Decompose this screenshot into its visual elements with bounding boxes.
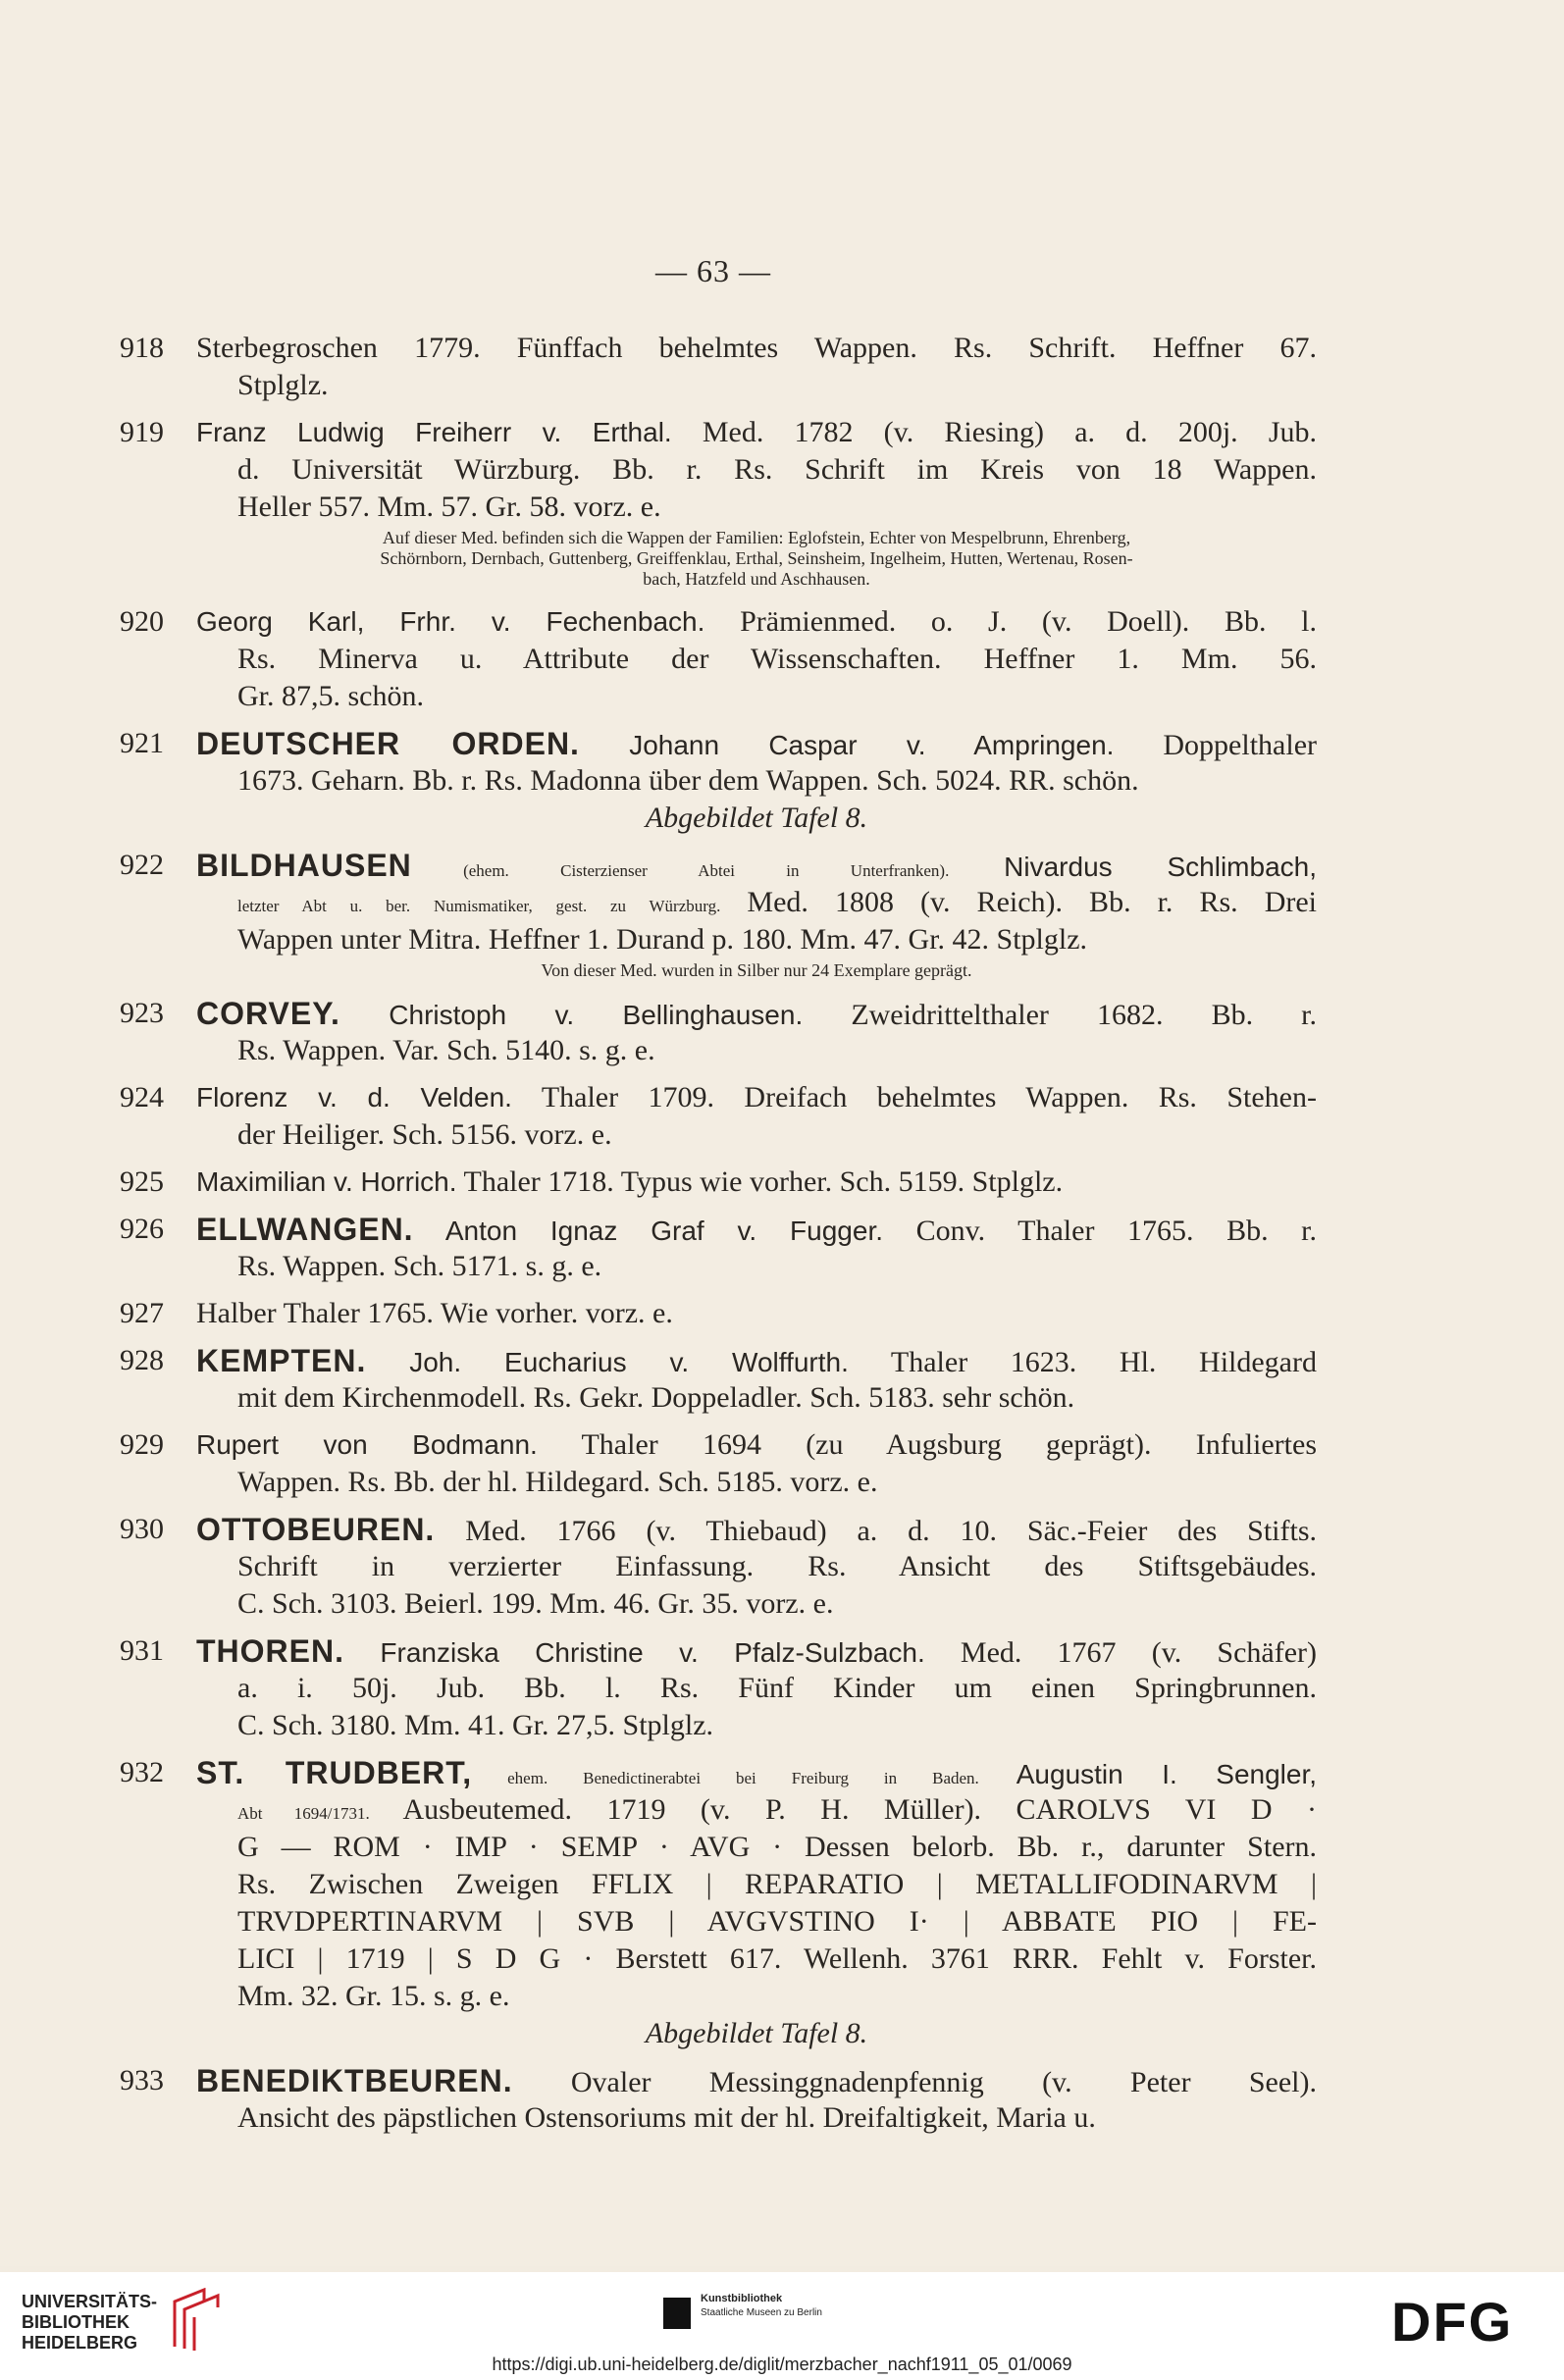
place-heading: DEUTSCHER ORDEN. [196, 726, 580, 761]
person-name: Georg Karl, Frhr. v. Fechenbach. [196, 606, 705, 637]
place-heading: ELLWANGEN. [196, 1212, 414, 1247]
entry-segment: Sterbegroschen 1779. Fünffach behelmtes Wappen. Rs. Schrift. Heffner 67. [196, 332, 1317, 364]
entry-segment: Zweidrittelthaler 1682. Bb. r. [803, 999, 1317, 1031]
entry-line [196, 847, 1317, 884]
entry-segment: Rs. Wappen. Sch. 5171. s. g. e. [237, 1250, 602, 1282]
entry-line [196, 1511, 1317, 1548]
entry-line [196, 1791, 1317, 1829]
entry-text [196, 1164, 1317, 1201]
entry-footnote [196, 526, 1317, 594]
entry-segment: C. Sch. 3103. Beierl. 199. Mm. 46. Gr. 35. vorz. e. [237, 1587, 834, 1620]
entry-segment: Conv. Thaler 1765. Bb. r. [883, 1215, 1317, 1247]
catalog-entry [120, 330, 1317, 404]
entry-spacer [120, 1332, 1317, 1342]
person-name: Nivardus Schlimbach, [949, 852, 1317, 882]
entry-segment: Rs. Zwischen Zweigen FFLIX | REPARATIO | METALLIFODINARVM | [237, 1868, 1317, 1900]
entry-line [196, 884, 1317, 921]
footer-bar [0, 2272, 1564, 2380]
entry-number: 921 [120, 727, 164, 759]
entry-number: 928 [120, 1344, 164, 1376]
entry-line [196, 1829, 1317, 1866]
entry-segment: (ehem. Cisterzienser Abtei in Unterfranken). [411, 861, 950, 880]
entry-spacer [120, 1623, 1317, 1632]
person-name: Augustin I. Sengler, [978, 1759, 1318, 1789]
entry-line [196, 1211, 1317, 1248]
entry-text [196, 603, 1317, 715]
entry-spacer [120, 1417, 1317, 1426]
entry-spacer [120, 1069, 1317, 1079]
person-name: Anton Ignaz Graf v. Fugger. [413, 1216, 884, 1246]
entry-line [196, 641, 1317, 678]
entry-line [196, 1464, 1317, 1501]
catalog-entry [120, 1511, 1317, 1623]
plate-reference: Abgebildet Tafel 8. [645, 2017, 868, 2049]
entry-segment: a. i. 50j. Jub. Bb. l. Rs. Fünf Kinder um einen Springbrunnen. [237, 1672, 1317, 1704]
entry-text [196, 414, 1317, 594]
person-name: Rupert von Bodmann. [196, 1429, 538, 1460]
entry-segment: letzter Abt u. ber. Numismatiker, gest. zu Würzburg. [237, 897, 721, 915]
entry-segment: TRVDPERTINARVM | SVB | AVGVSTINO I· | ABBATE PIO | FE- [237, 1905, 1317, 1938]
catalog-entry [120, 1164, 1317, 1201]
entry-line [196, 1342, 1317, 1379]
entry-segment: Stplglz. [237, 369, 329, 401]
entry-segment: Ovaler Messinggnadenpfennig (v. Peter Seel). [512, 2066, 1317, 2098]
entry-line [196, 451, 1317, 489]
entry-segment: Thaler 1694 (zu Augsburg geprägt). Infuliertes [537, 1428, 1317, 1461]
entry-number: 929 [120, 1428, 164, 1461]
entry-spacer [120, 594, 1317, 603]
person-name: Franziska Christine v. Pfalz-Sulzbach. [344, 1637, 925, 1668]
entry-line [196, 762, 1317, 800]
place-heading: CORVEY. [196, 996, 340, 1031]
place-heading: OTTOBEUREN. [196, 1512, 436, 1547]
entry-segment: der Heiliger. Sch. 5156. vorz. e. [237, 1118, 612, 1151]
entry-line [196, 489, 1317, 526]
person-name: Maximilian v. Horrich. [196, 1166, 457, 1197]
entry-text [196, 1511, 1317, 1623]
entry-spacer [120, 2137, 1317, 2147]
catalog-entry [120, 2062, 1317, 2137]
entry-number: 933 [120, 2064, 164, 2096]
entry-number: 926 [120, 1213, 164, 1245]
place-heading: KEMPTEN. [196, 1343, 367, 1378]
entry-text [196, 1211, 1317, 1285]
uni-logo-line-2: BIBLIOTHEK [22, 2312, 130, 2332]
entry-line [196, 1426, 1317, 1464]
uni-logo-line-1: UNIVERSITÄTS- [22, 2292, 158, 2311]
source-url[interactable]: https://digi.ub.uni-heidelberg.de/diglit/merzbacher_nachf1911_05_01/0069 [492, 2354, 1072, 2374]
entry-text [196, 1426, 1317, 1501]
entry-text [196, 1754, 1317, 2052]
footnote-line: Von dieser Med. wurden in Silber nur 24 Exemplare geprägt. [541, 960, 972, 980]
entry-segment: Halber Thaler 1765. Wie vorher. vorz. e. [196, 1297, 673, 1329]
university-mark-icon [167, 2288, 226, 2353]
entry-segment: Prämienmed. o. J. (v. Doell). Bb. l. [704, 605, 1317, 638]
entry-line [196, 330, 1317, 367]
entry-number: 922 [120, 849, 164, 881]
entry-segment: G — ROM · IMP · SEMP · AVG · Dessen belorb. Bb. r., darunter Stern. [237, 1831, 1317, 1863]
entry-number: 920 [120, 605, 164, 638]
entry-number: 931 [120, 1634, 164, 1667]
entry-spacer [120, 985, 1317, 995]
entry-footnote [196, 958, 1317, 985]
entry-spacer [120, 1744, 1317, 1754]
entry-segment: Med. 1808 (v. Reich). Bb. r. Rs. Drei [720, 886, 1317, 918]
entry-line [196, 1707, 1317, 1744]
entry-number: 919 [120, 416, 164, 448]
entry-line [196, 1585, 1317, 1623]
entry-text [196, 995, 1317, 1069]
entry-line [196, 1940, 1317, 1978]
plate-reference: Abgebildet Tafel 8. [645, 802, 868, 834]
entry-line [196, 1164, 1317, 1201]
entry-segment: Schrift in verzierter Einfassung. Rs. Ansicht des Stiftsgebäudes. [237, 1550, 1317, 1582]
kunstbibliothek-mark-icon [663, 2298, 691, 2329]
entry-segment: Heller 557. Mm. 57. Gr. 58. vorz. e. [237, 491, 661, 523]
entry-line [196, 1032, 1317, 1069]
entry-spacer [120, 1201, 1317, 1211]
entry-number: 924 [120, 1081, 164, 1113]
entry-line [196, 414, 1317, 451]
entry-segment: 1673. Geharn. Bb. r. Rs. Madonna über dem Wappen. Sch. 5024. RR. schön. [237, 764, 1139, 797]
entry-line [196, 1248, 1317, 1285]
entry-number: 927 [120, 1297, 164, 1329]
entry-segment: Mm. 32. Gr. 15. s. g. e. [237, 1980, 510, 2012]
entry-number: 918 [120, 332, 164, 364]
entry-line [196, 1754, 1317, 1791]
entry-segment: Rs. Wappen. Var. Sch. 5140. s. g. e. [237, 1034, 655, 1066]
person-name: Christoph v. Bellinghausen. [339, 1000, 804, 1030]
catalog-entry [120, 1079, 1317, 1154]
entry-segment: Thaler 1623. Hl. Hildegard [848, 1346, 1317, 1378]
catalog-entries [120, 330, 1317, 2147]
entry-segment: d. Universität Würzburg. Bb. r. Rs. Schrift im Kreis von 18 Wappen. [237, 453, 1317, 486]
catalog-entry [120, 725, 1317, 837]
catalog-entry [120, 1426, 1317, 1501]
entry-segment: Wappen. Rs. Bb. der hl. Hildegard. Sch. 5185. vorz. e. [237, 1466, 878, 1498]
entry-text [196, 1632, 1317, 1744]
entry-text [196, 2062, 1317, 2137]
entry-number: 932 [120, 1756, 164, 1788]
catalog-entry [120, 1211, 1317, 1285]
place-heading: BENEDIKTBEUREN. [196, 2063, 513, 2098]
entry-line [196, 1670, 1317, 1707]
person-name: Franz Ludwig Freiherr v. Erthal. [196, 417, 672, 447]
entry-segment: Doppelthaler [1114, 729, 1317, 761]
entry-segment: Gr. 87,5. schön. [237, 680, 424, 712]
footnote-line: Schörnborn, Dernbach, Guttenberg, Greiffenklau, Erthal, Seinsheim, Ingelheim, Hutten, Wertenau, Rosen- [380, 548, 1133, 568]
entry-segment: Med. 1766 (v. Thiebaud) a. d. 10. Säc.-Feier des Stifts. [435, 1515, 1317, 1547]
entry-line [196, 1548, 1317, 1585]
entry-text [196, 847, 1317, 985]
place-heading: THOREN. [196, 1633, 344, 1669]
person-name: Johann Caspar v. Ampringen. [579, 730, 1115, 760]
entry-segment: ehem. Benedictinerabtei bei Freiburg in Baden. [472, 1769, 979, 1787]
entry-number: 930 [120, 1513, 164, 1545]
entry-line [196, 995, 1317, 1032]
entry-spacer [120, 1285, 1317, 1295]
catalog-entry [120, 414, 1317, 594]
entry-line [196, 1116, 1317, 1154]
catalog-entry [120, 847, 1317, 985]
entry-spacer [120, 404, 1317, 414]
entry-line [196, 603, 1317, 641]
catalog-entry [120, 1754, 1317, 2052]
place-heading: BILDHAUSEN [196, 848, 412, 883]
entry-segment: Ausbeutemed. 1719 (v. P. H. Müller). CAROLVS VI D · [369, 1793, 1317, 1826]
catalog-entry [120, 1295, 1317, 1332]
footnote-line: Auf dieser Med. befinden sich die Wappen der Familien: Eglofstein, Echter von Mespelbrunn, Ehrenberg, [382, 528, 1131, 547]
entry-segment: LICI | 1719 | S D G · Berstett 617. Wellenh. 3761 RRR. Fehlt v. Forster. [237, 1942, 1317, 1975]
entry-text [196, 1079, 1317, 1154]
entry-segment: Ansicht des päpstlichen Ostensoriums mit der hl. Dreifaltigkeit, Maria u. [237, 2101, 1096, 2134]
entry-line [196, 921, 1317, 958]
entry-line [196, 1978, 1317, 2015]
uni-logo-line-3: HEIDELBERG [22, 2333, 138, 2353]
footnote-line: bach, Hatzfeld und Aschhausen. [643, 569, 870, 589]
person-name: Joh. Eucharius v. Wolffurth. [366, 1347, 849, 1377]
university-library-logo[interactable] [22, 2292, 157, 2354]
entry-segment: Rs. Minerva u. Attribute der Wissenschaften. Heffner 1. Mm. 56. [237, 643, 1317, 675]
catalog-entry [120, 995, 1317, 1069]
entry-spacer [120, 1501, 1317, 1511]
entry-line [196, 1079, 1317, 1116]
entry-spacer [120, 837, 1317, 847]
entry-line [196, 1903, 1317, 1940]
entry-text [196, 330, 1317, 404]
entry-text [196, 725, 1317, 837]
entry-segment: mit dem Kirchenmodell. Rs. Gekr. Doppeladler. Sch. 5183. sehr schön. [237, 1381, 1075, 1414]
entry-number: 923 [120, 997, 164, 1029]
entry-segment: Thaler 1709. Dreifach behelmtes Wappen. Rs. Stehen- [511, 1081, 1317, 1113]
entry-line [196, 1632, 1317, 1670]
entry-spacer [120, 1154, 1317, 1164]
entry-text [196, 1342, 1317, 1417]
person-name: Florenz v. d. Velden. [196, 1082, 512, 1112]
entry-segment: Thaler 1718. Typus wie vorher. Sch. 5159. Stplglz. [456, 1165, 1064, 1198]
catalog-entry [120, 1342, 1317, 1417]
entry-line [196, 725, 1317, 762]
entry-line [196, 678, 1317, 715]
entry-line [196, 2062, 1317, 2099]
place-heading: ST. TRUDBERT, [196, 1755, 473, 1790]
kunstbibliothek-subtitle: Staatliche Museen zu Berlin [701, 2307, 822, 2318]
kunstbibliothek-name: Kunstbibliothek [701, 2293, 783, 2304]
entry-segment: C. Sch. 3180. Mm. 41. Gr. 27,5. Stplglz. [237, 1709, 714, 1741]
catalog-entry [120, 603, 1317, 715]
entry-line [196, 1379, 1317, 1417]
entry-number: 925 [120, 1165, 164, 1198]
entry-line [196, 367, 1317, 404]
entry-line [196, 2099, 1317, 2137]
catalog-entry [120, 1632, 1317, 1744]
entry-segment: Wappen unter Mitra. Heffner 1. Durand p. 180. Mm. 47. Gr. 42. Stplglz. [237, 923, 1088, 956]
entry-line [196, 1295, 1317, 1332]
entry-segment: Abt 1694/1731. [237, 1804, 370, 1823]
entry-segment: Med. 1767 (v. Schäfer) [924, 1636, 1317, 1669]
entry-line [196, 1866, 1317, 1903]
dfg-logo[interactable]: DFG [1391, 2291, 1514, 2353]
page-number: — 63 — [655, 253, 771, 288]
entry-spacer [120, 715, 1317, 725]
entry-spacer [120, 2052, 1317, 2062]
entry-segment: Med. 1782 (v. Riesing) a. d. 200j. Jub. [671, 416, 1317, 448]
entry-text [196, 1295, 1317, 1332]
